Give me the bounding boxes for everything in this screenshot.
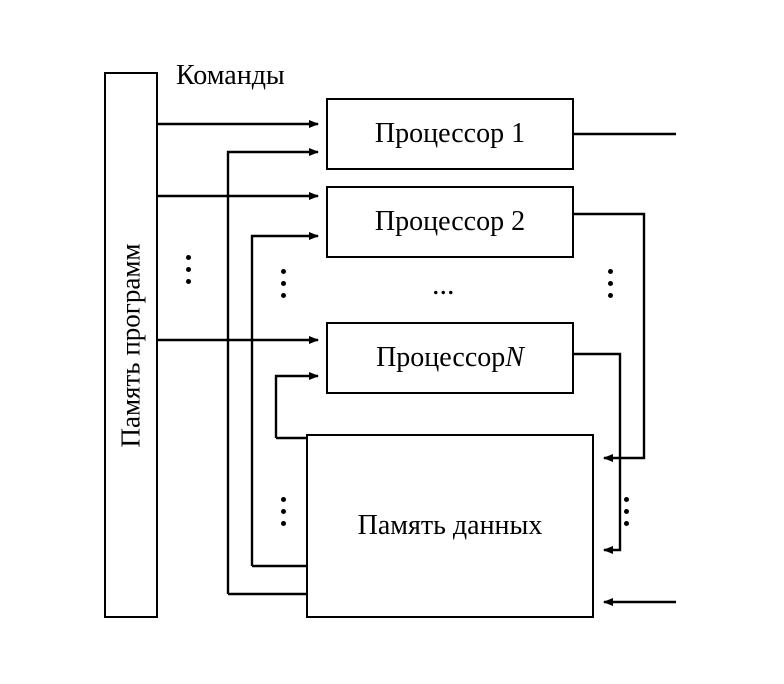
node-processor-n <box>326 322 574 394</box>
program-memory-label: Память программ <box>115 242 146 448</box>
data-memory-label: Память данных <box>357 510 543 541</box>
node-processor-1 <box>326 98 574 170</box>
processor-2-label: Процессор 2 <box>374 206 526 237</box>
processor-n-index: N <box>505 342 524 373</box>
vertical-ellipsis-data-lines <box>281 490 286 533</box>
wire-dm-to-proc1 <box>228 152 318 594</box>
vertical-ellipsis-right-top <box>608 262 613 305</box>
wire-dm-to-procn <box>276 376 318 438</box>
horizontal-ellipsis-processors: ... <box>432 268 455 301</box>
node-data-memory <box>306 434 594 618</box>
vertical-ellipsis-program-lines <box>186 248 191 291</box>
node-processor-2 <box>326 186 574 258</box>
wire-proc2-to-dm <box>574 214 644 458</box>
commands-label: Команды <box>176 60 285 91</box>
vertical-ellipsis-right-bottom <box>624 490 629 533</box>
processor-1-label: Процессор 1 <box>374 118 526 149</box>
processor-n-label-prefix: Процессор <box>376 342 506 373</box>
node-program-memory <box>104 72 158 618</box>
vertical-ellipsis-processor-lines <box>281 262 286 305</box>
